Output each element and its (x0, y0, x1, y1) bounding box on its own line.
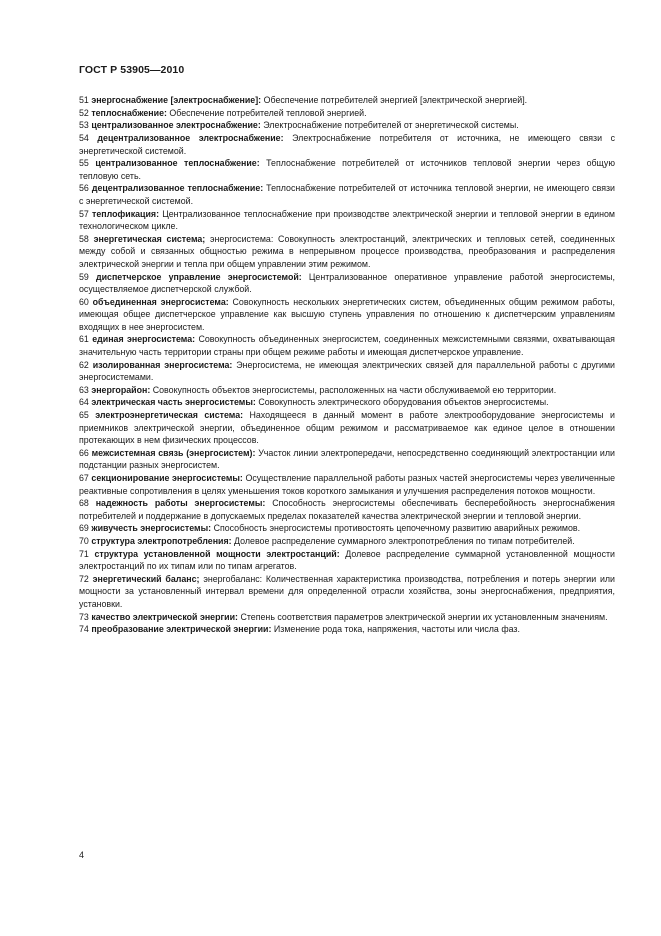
term-entry (79, 296, 615, 334)
entry-definition: Способность энергосистемы противостоять цепочечному развитию аварийных режимов. (213, 523, 581, 534)
term-entry (79, 447, 615, 472)
entry-term: электроэнергетическая система: (95, 410, 244, 421)
entry-term: энергорайон: (91, 384, 151, 395)
terms-list (79, 94, 615, 636)
term-entry (79, 271, 615, 296)
entry-definition: Долевое распределение суммарной установленной мощности электростанций по их типам или по типам агрегатов. (79, 548, 615, 572)
page-number: 4 (79, 850, 85, 860)
entry-number: 59 (79, 271, 89, 282)
term-entry (79, 409, 615, 447)
term-entry (79, 359, 615, 384)
entry-term: надежность работы энергосистемы: (95, 498, 266, 509)
entry-definition: Электроснабжение потребителя от источника, не имеющего связи с энергетической системой. (79, 133, 615, 156)
entry-number: 66 (79, 447, 89, 458)
entry-definition: Совокупность объектов энергосистемы, расположенных на части обслуживаемой ею территории. (152, 384, 557, 395)
term-entry (79, 522, 615, 535)
term-entry (79, 119, 615, 132)
entry-number: 69 (79, 523, 89, 534)
term-entry (79, 611, 615, 624)
entry-number: 52 (79, 107, 89, 118)
entry-term: электрическая часть энергосистемы: (91, 397, 256, 408)
entry-definition: Централизованное оперативное управление работой энергосистемы, осуществляемое диспетчерской службой. (79, 271, 615, 294)
entry-definition: Обеспечение потребителей тепловой энергией. (169, 107, 367, 118)
entry-term: энергоснабжение [электроснабжение]: (91, 95, 262, 105)
entry-number: 64 (79, 397, 89, 408)
entry-term: диспетчерское управление энергосистемой: (95, 271, 302, 282)
document-header: ГОСТ Р 53905—2010 (79, 64, 185, 76)
entry-number: 67 (79, 473, 89, 483)
entry-definition: Электроснабжение потребителей от энергетической системы. (263, 120, 519, 131)
entry-number: 73 (79, 611, 89, 622)
entry-number: 68 (79, 498, 89, 509)
entry-definition: Степень соответствия параметров электрической энергии их установленным значениям. (240, 611, 608, 622)
term-entry (79, 535, 615, 548)
entry-number: 53 (79, 120, 89, 131)
term-entry (79, 497, 615, 522)
term-entry (79, 208, 615, 233)
term-entry (79, 157, 615, 182)
entry-term: энергетическая система; (93, 233, 206, 244)
entry-term: качество электрической энергии: (91, 611, 238, 622)
term-entry (79, 396, 615, 409)
entry-definition: Совокупность электрического оборудования объектов энергосистемы. (258, 397, 549, 408)
entry-definition: Энергосистема, не имеющая электрических связей для параллельной работы с другими энергосистемами. (79, 359, 615, 383)
entry-number: 63 (79, 384, 89, 395)
entry-number: 72 (79, 573, 89, 584)
entry-number: 71 (79, 548, 89, 559)
entry-term: секционирование энергосистемы: (91, 473, 243, 483)
entry-term: централизованное теплоснабжение: (95, 158, 260, 169)
term-entry (79, 623, 615, 636)
entry-definition: Участок линии электропередачи, непосредственно соединяющий электростанции или подстанции разных энергосистем. (79, 447, 615, 471)
entry-definition: Осуществление параллельной работы разных частей энергосистемы через увеличенные реактивные сопротивления в целях уменьшения токов короткого замыкания и улучшения распределения потоков мощности. (79, 473, 615, 496)
entry-number: 65 (79, 410, 89, 421)
entry-definition: Находящееся в данный момент в работе электрооборудование энергосистемы и приемников электрической энергии, объединенное общим режимом и рассматриваемое как единое целое в отношении протекающих в нем физических процессов. (79, 410, 615, 446)
entry-number: 55 (79, 158, 89, 169)
entry-definition: Способность энергосистемы обеспечивать бесперебойность энергоснабжения потребителей и поддержание в допускаемых пределах показателей качества электрической энергии и тепловой энергии. (79, 498, 615, 521)
entry-number: 74 (79, 624, 89, 635)
entry-term: теплофикация: (92, 208, 160, 219)
entry-definition: Теплоснабжение потребителей от источников тепловой энергии через общую тепловую сеть. (79, 158, 615, 181)
entry-term: межсистемная связь (энергосистем): (91, 447, 256, 458)
entry-definition: Теплоснабжение потребителей от источника тепловой энергии, не имеющего связи с энергетической системой. (79, 183, 615, 206)
entry-definition: Обеспечение потребителей энергией [электрической энергией]. (263, 95, 528, 105)
entry-term: децентрализованное электроснабжение: (97, 133, 284, 144)
entry-number: 60 (79, 296, 89, 307)
entry-term: децентрализованное теплоснабжение: (91, 183, 264, 194)
entry-definition: энергосистема: Совокупность электростанций, электрических и тепловых сетей, соединенных между собой и связанных общностью режима в непрерывном процессе производства, преобразования и распределения электрической энергии и тепла при общем управлении этим режимом. (79, 233, 615, 269)
entry-number: 61 (79, 334, 89, 345)
term-entry (79, 384, 615, 397)
term-entry (79, 333, 615, 358)
entry-number: 62 (79, 359, 89, 370)
entry-term: единая энергосистема: (92, 334, 196, 345)
entry-term: объединенная энергосистема: (92, 296, 229, 307)
entry-definition: энергобаланс: Количественная характеристика производства, потребления и потерь энергии или мощности за установленный интервал времени для определенной отрасли хозяйства, зоны энергоснабжения, предприятия, установки. (79, 573, 615, 609)
entry-term: преобразование электрической энергии: (91, 624, 272, 635)
term-entry (79, 107, 615, 120)
entry-definition: Изменение рода тока, напряжения, частоты или числа фаз. (273, 624, 520, 635)
entry-term: энергетический баланс; (92, 573, 200, 584)
term-entry (79, 94, 615, 107)
entry-number: 54 (79, 133, 89, 144)
entry-definition: Совокупность объединенных энергосистем, соединенных межсистемными связями, охватывающая значительную часть территории страны при общем режиме работы и имеющая диспетчерское управление. (79, 334, 615, 357)
entry-number: 51 (79, 95, 89, 105)
term-entry (79, 573, 615, 611)
entry-number: 56 (79, 183, 89, 194)
term-entry (79, 182, 615, 207)
entry-number: 57 (79, 208, 89, 219)
entry-term: живучесть энергосистемы: (91, 523, 212, 534)
entry-number: 58 (79, 233, 89, 244)
entry-definition: Централизованное теплоснабжение при производстве электрической энергии и тепловой энергии в едином технологическом цикле. (79, 208, 615, 232)
entry-definition: Совокупность нескольких энергетических систем, объединенных общим режимом работы, имеющая общее диспетчерское управление как высшую ступень управления по отношению к диспетчерским управлениям входящих в нее энергосистем. (79, 296, 615, 332)
term-entry (79, 233, 615, 271)
entry-term: теплоснабжение: (91, 107, 167, 118)
term-entry (79, 132, 615, 157)
entry-term: централизованное электроснабжение: (91, 120, 261, 131)
term-entry (79, 472, 615, 497)
entry-term: структура электропотребления: (91, 536, 232, 547)
entry-definition: Долевое распределение суммарного электропотребления по типам потребителей. (234, 536, 575, 547)
entry-term: изолированная энергосистема: (92, 359, 233, 370)
entry-term: структура установленной мощности электростанций: (94, 548, 340, 559)
term-entry (79, 548, 615, 573)
entry-number: 70 (79, 536, 89, 547)
